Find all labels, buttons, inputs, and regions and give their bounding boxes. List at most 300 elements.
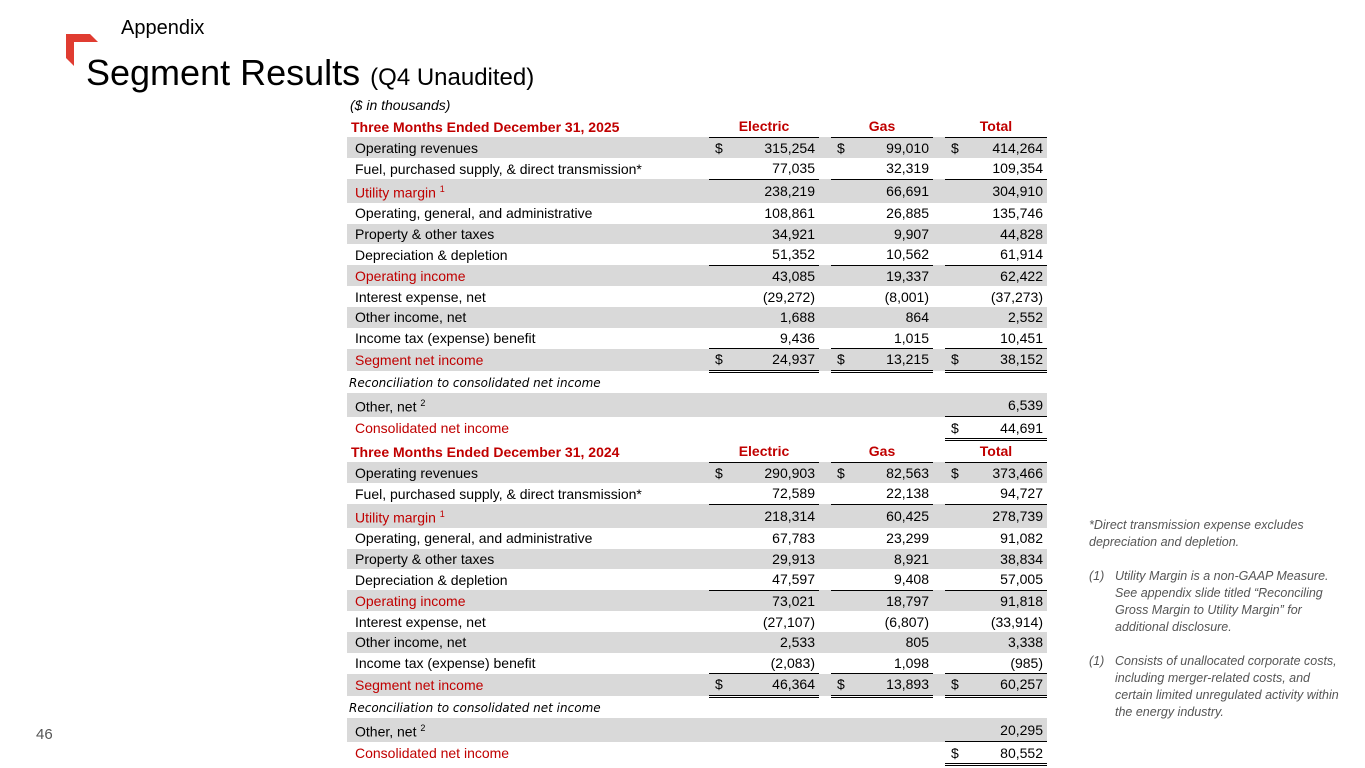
column-gap bbox=[697, 569, 709, 590]
currency-symbol bbox=[709, 286, 731, 307]
column-gap bbox=[819, 307, 831, 328]
value-cell: 20,295 bbox=[967, 718, 1047, 742]
period-header: Three Months Ended December 31, 2025 bbox=[351, 118, 620, 135]
value-cell: 77,035 bbox=[772, 160, 815, 177]
value-cell: 73,021 bbox=[731, 590, 819, 611]
column-gap bbox=[819, 483, 831, 504]
footnote-marker: (1) bbox=[1089, 569, 1105, 583]
column-gap bbox=[933, 549, 945, 570]
table-row bbox=[347, 674, 1047, 697]
currency-symbol bbox=[945, 611, 967, 632]
row-label-text: Interest expense, net bbox=[355, 288, 486, 305]
row-label-text: Property & other taxes bbox=[355, 550, 495, 567]
row-label bbox=[347, 590, 697, 611]
table-row bbox=[347, 504, 1047, 528]
column-gap bbox=[697, 674, 709, 697]
row-label bbox=[347, 224, 697, 245]
value-cell: 10,562 bbox=[886, 246, 929, 263]
value-cell: 373,466 bbox=[967, 462, 1047, 483]
value-cell: 315,254 bbox=[731, 137, 819, 158]
currency-symbol bbox=[709, 203, 731, 224]
table-row bbox=[347, 483, 1047, 504]
reconciliation-label: Reconciliation to consolidated net income bbox=[349, 700, 601, 715]
row-label bbox=[347, 653, 697, 674]
currency-symbol bbox=[831, 179, 853, 203]
row-label-text: Interest expense, net bbox=[355, 613, 486, 630]
footnote-ref: 2 bbox=[420, 398, 426, 409]
column-gap bbox=[819, 441, 831, 462]
value-cell: 6,539 bbox=[967, 393, 1047, 417]
column-gap bbox=[819, 224, 831, 245]
currency-symbol bbox=[945, 244, 967, 265]
row-label-text: Utility margin bbox=[355, 509, 436, 526]
currency-symbol bbox=[831, 328, 853, 349]
table-row bbox=[347, 179, 1047, 203]
currency-symbol bbox=[831, 590, 853, 611]
row-label-text: Depreciation & depletion bbox=[355, 571, 508, 588]
column-gap bbox=[933, 742, 945, 765]
empty-cell bbox=[697, 417, 933, 440]
column-gap bbox=[933, 116, 945, 137]
currency-symbol: $ bbox=[831, 349, 853, 372]
column-gap bbox=[819, 549, 831, 570]
column-gap bbox=[819, 632, 831, 653]
column-gap bbox=[697, 286, 709, 307]
table-row bbox=[347, 158, 1047, 179]
row-label-text: Other income, net bbox=[355, 309, 467, 326]
column-gap bbox=[697, 611, 709, 632]
table-row bbox=[347, 265, 1047, 286]
currency-symbol bbox=[831, 569, 853, 590]
column-gap bbox=[819, 116, 831, 137]
currency-symbol bbox=[945, 328, 967, 349]
row-label bbox=[347, 483, 697, 504]
column-gap bbox=[697, 224, 709, 245]
column-gap bbox=[933, 137, 945, 158]
value-cell: 29,913 bbox=[731, 549, 819, 570]
column-gap bbox=[697, 549, 709, 570]
asterisk-note: *Direct transmission expense excludes depreciation and depletion. bbox=[1089, 518, 1304, 549]
column-gap bbox=[697, 244, 709, 265]
table-row bbox=[347, 244, 1047, 265]
value-cell: 57,005 bbox=[1000, 571, 1043, 588]
row-label bbox=[347, 244, 697, 265]
row-label-text: Operating, general, and administrative bbox=[355, 205, 593, 222]
column-gap bbox=[697, 528, 709, 549]
currency-symbol bbox=[831, 653, 853, 674]
column-gap bbox=[819, 244, 831, 265]
table-row bbox=[347, 549, 1047, 570]
footnote-ref: 1 bbox=[439, 184, 445, 195]
row-label bbox=[347, 742, 697, 765]
column-gap bbox=[933, 483, 945, 504]
column-gap bbox=[933, 265, 945, 286]
row-label-text: Fuel, purchased supply, & direct transmission* bbox=[355, 160, 642, 177]
table-header-row bbox=[347, 116, 1047, 137]
column-gap bbox=[697, 265, 709, 286]
currency-symbol bbox=[709, 328, 731, 349]
column-header-gas: Gas bbox=[831, 441, 933, 462]
value-cell: 60,257 bbox=[967, 674, 1047, 697]
value-cell: 26,885 bbox=[886, 205, 929, 222]
footnote-1 bbox=[1089, 568, 1341, 636]
value-cell: 80,552 bbox=[967, 742, 1047, 765]
table-row bbox=[347, 611, 1047, 632]
value-cell: 32,319 bbox=[886, 160, 929, 177]
value-cell: 91,082 bbox=[1000, 530, 1043, 547]
value-cell: (33,914) bbox=[990, 613, 1043, 630]
footnote-text: Utility Margin is a non-GAAP Measure. See appendix slide titled “Reconciling Gross Margin to Utility Margin” for additional disclosure. bbox=[1115, 569, 1329, 634]
value-cell: 135,746 bbox=[992, 205, 1043, 222]
value-cell: 1,098 bbox=[893, 654, 929, 671]
column-gap bbox=[933, 244, 945, 265]
value-cell: 23,299 bbox=[886, 530, 929, 547]
currency-symbol bbox=[709, 179, 731, 203]
value-cell: 67,783 bbox=[772, 530, 815, 547]
currency-symbol bbox=[709, 590, 731, 611]
row-label bbox=[347, 307, 697, 328]
value-cell: 1,015 bbox=[893, 329, 929, 346]
column-gap bbox=[697, 504, 709, 528]
currency-symbol bbox=[709, 611, 731, 632]
row-label-text: Fuel, purchased supply, & direct transmission* bbox=[355, 485, 642, 502]
currency-symbol: $ bbox=[945, 349, 967, 372]
currency-symbol bbox=[945, 718, 967, 742]
value-cell: 94,727 bbox=[1000, 485, 1043, 502]
column-gap bbox=[819, 611, 831, 632]
column-gap bbox=[933, 632, 945, 653]
value-cell: 238,219 bbox=[731, 179, 819, 203]
currency-symbol bbox=[945, 203, 967, 224]
column-gap bbox=[933, 504, 945, 528]
row-label-text: Operating income bbox=[355, 592, 466, 609]
value-cell: 3,338 bbox=[967, 632, 1047, 653]
row-label-text: Income tax (expense) benefit bbox=[355, 655, 536, 672]
value-cell: 82,563 bbox=[853, 462, 933, 483]
column-gap bbox=[933, 528, 945, 549]
currency-symbol bbox=[709, 549, 731, 570]
currency-symbol bbox=[945, 569, 967, 590]
column-gap bbox=[819, 158, 831, 179]
row-label-text: Property & other taxes bbox=[355, 225, 495, 242]
column-gap bbox=[819, 653, 831, 674]
value-cell: (2,083) bbox=[770, 654, 815, 671]
row-label bbox=[347, 569, 697, 590]
page-title bbox=[86, 52, 534, 94]
table-row bbox=[347, 462, 1047, 483]
table-row bbox=[347, 286, 1047, 307]
currency-symbol bbox=[831, 549, 853, 570]
currency-symbol bbox=[831, 286, 853, 307]
row-label-text: Other, net bbox=[355, 398, 417, 415]
value-cell: 9,408 bbox=[893, 571, 929, 588]
row-label-text: Operating, general, and administrative bbox=[355, 530, 593, 547]
page-title-subtitle: (Q4 Unaudited) bbox=[370, 64, 535, 91]
row-label bbox=[347, 393, 697, 417]
column-gap bbox=[819, 203, 831, 224]
currency-symbol: $ bbox=[709, 462, 731, 483]
value-cell: 44,691 bbox=[967, 417, 1047, 440]
currency-symbol bbox=[831, 158, 853, 179]
column-gap bbox=[697, 203, 709, 224]
currency-symbol bbox=[709, 224, 731, 245]
column-header-total: Total bbox=[945, 116, 1047, 137]
value-cell: 805 bbox=[853, 632, 933, 653]
value-cell: 38,834 bbox=[967, 549, 1047, 570]
currency-symbol bbox=[709, 569, 731, 590]
row-label-text: Operating revenues bbox=[355, 464, 478, 481]
value-cell: (6,807) bbox=[884, 613, 929, 630]
value-cell: 24,937 bbox=[731, 349, 819, 372]
column-header-total: Total bbox=[945, 441, 1047, 462]
column-gap bbox=[933, 462, 945, 483]
value-cell: 304,910 bbox=[967, 179, 1047, 203]
column-gap bbox=[819, 590, 831, 611]
table-row bbox=[347, 718, 1047, 742]
currency-symbol: $ bbox=[709, 674, 731, 697]
column-gap bbox=[933, 417, 945, 440]
currency-symbol bbox=[831, 504, 853, 528]
currency-symbol bbox=[709, 483, 731, 504]
column-gap bbox=[697, 632, 709, 653]
empty-cell bbox=[697, 393, 933, 417]
value-cell: 218,314 bbox=[731, 504, 819, 528]
currency-symbol: $ bbox=[945, 137, 967, 158]
value-cell: 10,451 bbox=[1000, 329, 1043, 346]
row-label bbox=[347, 286, 697, 307]
currency-symbol bbox=[709, 504, 731, 528]
currency-symbol: $ bbox=[831, 137, 853, 158]
row-label bbox=[347, 632, 697, 653]
value-cell: 2,533 bbox=[731, 632, 819, 653]
units-note: ($ in thousands) bbox=[350, 97, 451, 113]
value-cell: 61,914 bbox=[1000, 246, 1043, 263]
table-row bbox=[347, 137, 1047, 158]
value-cell: 2,552 bbox=[967, 307, 1047, 328]
column-gap bbox=[819, 528, 831, 549]
footnote-ref: 2 bbox=[420, 723, 426, 734]
value-cell: (27,107) bbox=[762, 613, 815, 630]
currency-symbol bbox=[709, 265, 731, 286]
row-label-text: Operating income bbox=[355, 267, 466, 284]
value-cell: 19,337 bbox=[853, 265, 933, 286]
column-gap bbox=[697, 441, 709, 462]
empty-cell bbox=[697, 742, 933, 765]
row-label-text: Consolidated net income bbox=[355, 420, 510, 437]
column-gap bbox=[819, 349, 831, 372]
footnote-marker: (1) bbox=[1089, 654, 1105, 668]
row-label bbox=[347, 349, 697, 372]
value-cell: 1,688 bbox=[731, 307, 819, 328]
table-row bbox=[347, 224, 1047, 245]
value-cell: (8,001) bbox=[884, 288, 929, 305]
currency-symbol bbox=[945, 549, 967, 570]
currency-symbol: $ bbox=[945, 742, 967, 765]
column-gap bbox=[933, 286, 945, 307]
column-gap bbox=[933, 569, 945, 590]
column-gap bbox=[933, 718, 945, 742]
table-row bbox=[347, 328, 1047, 349]
value-cell: 99,010 bbox=[853, 137, 933, 158]
currency-symbol bbox=[945, 307, 967, 328]
value-cell: 91,818 bbox=[967, 590, 1047, 611]
currency-symbol bbox=[945, 653, 967, 674]
table-row bbox=[347, 632, 1047, 653]
currency-symbol: $ bbox=[709, 137, 731, 158]
row-label-text: Operating revenues bbox=[355, 139, 478, 156]
value-cell: (985) bbox=[1010, 654, 1043, 671]
row-label-text: Segment net income bbox=[355, 351, 484, 368]
currency-symbol bbox=[945, 286, 967, 307]
footnote-text: Consists of unallocated corporate costs, including merger-related costs, and certain limited unregulated activity within the energy industry. bbox=[1115, 654, 1339, 719]
row-label bbox=[347, 611, 697, 632]
currency-symbol bbox=[709, 244, 731, 265]
value-cell: 9,436 bbox=[779, 329, 815, 346]
row-label bbox=[347, 417, 697, 440]
column-gap bbox=[819, 504, 831, 528]
column-gap bbox=[933, 158, 945, 179]
currency-symbol bbox=[709, 528, 731, 549]
value-cell: 44,828 bbox=[967, 224, 1047, 245]
column-gap bbox=[697, 179, 709, 203]
currency-symbol bbox=[945, 158, 967, 179]
value-cell: 22,138 bbox=[886, 485, 929, 502]
currency-symbol bbox=[709, 158, 731, 179]
column-gap bbox=[819, 674, 831, 697]
value-cell: (37,273) bbox=[990, 288, 1043, 305]
row-label bbox=[347, 203, 697, 224]
value-cell: 13,215 bbox=[853, 349, 933, 372]
table-row bbox=[347, 203, 1047, 224]
currency-symbol bbox=[831, 265, 853, 286]
column-gap bbox=[933, 328, 945, 349]
value-cell: 72,589 bbox=[772, 485, 815, 502]
currency-symbol: $ bbox=[945, 674, 967, 697]
column-gap bbox=[933, 203, 945, 224]
row-label bbox=[347, 674, 697, 697]
column-gap bbox=[933, 179, 945, 203]
empty-cell bbox=[697, 718, 933, 742]
currency-symbol bbox=[709, 632, 731, 653]
column-gap bbox=[819, 179, 831, 203]
row-label bbox=[347, 137, 697, 158]
column-gap bbox=[819, 328, 831, 349]
value-cell: 66,691 bbox=[853, 179, 933, 203]
column-gap bbox=[933, 393, 945, 417]
page-number: 46 bbox=[36, 726, 53, 743]
column-gap bbox=[697, 137, 709, 158]
reconciliation-row bbox=[347, 696, 1047, 718]
currency-symbol bbox=[831, 632, 853, 653]
value-cell: 13,893 bbox=[853, 674, 933, 697]
segment-table-1 bbox=[347, 116, 1047, 441]
currency-symbol bbox=[945, 528, 967, 549]
value-cell: 38,152 bbox=[967, 349, 1047, 372]
column-gap bbox=[819, 462, 831, 483]
value-cell: 290,903 bbox=[731, 462, 819, 483]
table-row bbox=[347, 569, 1047, 590]
currency-symbol bbox=[831, 244, 853, 265]
currency-symbol bbox=[945, 632, 967, 653]
period-header: Three Months Ended December 31, 2024 bbox=[351, 443, 620, 460]
currency-symbol bbox=[831, 203, 853, 224]
currency-symbol bbox=[945, 393, 967, 417]
column-gap bbox=[933, 653, 945, 674]
page-title-main: Segment Results bbox=[86, 52, 361, 93]
table-row bbox=[347, 653, 1047, 674]
row-label bbox=[347, 179, 697, 203]
table-row bbox=[347, 307, 1047, 328]
column-gap bbox=[697, 307, 709, 328]
value-cell: 108,861 bbox=[764, 205, 815, 222]
row-label bbox=[347, 718, 697, 742]
column-gap bbox=[697, 462, 709, 483]
row-label bbox=[347, 328, 697, 349]
currency-symbol bbox=[945, 590, 967, 611]
value-cell: 9,907 bbox=[853, 224, 933, 245]
row-label-text: Income tax (expense) benefit bbox=[355, 330, 536, 347]
currency-symbol bbox=[831, 611, 853, 632]
footnotes-panel bbox=[1089, 517, 1341, 721]
reconciliation-row bbox=[347, 371, 1047, 393]
reconciliation-label: Reconciliation to consolidated net income bbox=[349, 375, 601, 390]
column-gap bbox=[933, 307, 945, 328]
currency-symbol bbox=[831, 224, 853, 245]
table-header-row bbox=[347, 441, 1047, 462]
currency-symbol: $ bbox=[831, 674, 853, 697]
column-gap bbox=[697, 116, 709, 137]
row-label bbox=[347, 528, 697, 549]
footnote-2 bbox=[1089, 653, 1341, 721]
value-cell: 60,425 bbox=[853, 504, 933, 528]
currency-symbol bbox=[945, 265, 967, 286]
row-label-text: Other income, net bbox=[355, 634, 467, 651]
table-row bbox=[347, 417, 1047, 440]
value-cell: 864 bbox=[853, 307, 933, 328]
column-gap bbox=[819, 569, 831, 590]
value-cell: 47,597 bbox=[772, 571, 815, 588]
currency-symbol bbox=[945, 483, 967, 504]
column-gap bbox=[933, 349, 945, 372]
value-cell: 18,797 bbox=[853, 590, 933, 611]
currency-symbol bbox=[831, 528, 853, 549]
row-label-text: Utility margin bbox=[355, 184, 436, 201]
currency-symbol: $ bbox=[709, 349, 731, 372]
row-label bbox=[347, 549, 697, 570]
table-row bbox=[347, 528, 1047, 549]
currency-symbol bbox=[945, 224, 967, 245]
table-row bbox=[347, 590, 1047, 611]
row-label-text: Other, net bbox=[355, 723, 417, 740]
column-gap bbox=[819, 286, 831, 307]
value-cell: 8,921 bbox=[853, 549, 933, 570]
column-gap bbox=[697, 590, 709, 611]
value-cell: 109,354 bbox=[992, 160, 1043, 177]
value-cell: (29,272) bbox=[762, 288, 815, 305]
section-label: Appendix bbox=[121, 17, 205, 39]
column-gap bbox=[697, 328, 709, 349]
column-gap bbox=[933, 441, 945, 462]
column-header-electric: Electric bbox=[709, 441, 819, 462]
column-gap bbox=[697, 483, 709, 504]
row-label bbox=[347, 158, 697, 179]
value-cell: 46,364 bbox=[731, 674, 819, 697]
table-row bbox=[347, 349, 1047, 372]
column-gap bbox=[819, 137, 831, 158]
column-gap bbox=[697, 653, 709, 674]
currency-symbol bbox=[831, 483, 853, 504]
currency-symbol bbox=[945, 504, 967, 528]
